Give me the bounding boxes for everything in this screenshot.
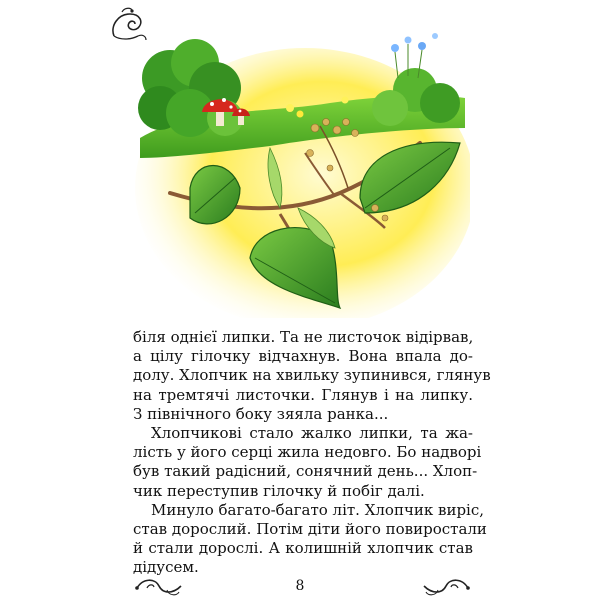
paragraph-3 [133,500,487,578]
text-line: долу. Хлопчик на хвильку зупинився, глянув [133,366,491,385]
story-text [133,328,491,578]
text-line: дідусем. [133,558,199,577]
footer-flourish-right-icon [420,576,472,598]
text-line: Хлопчикові стало жалко липки, та жа- [151,424,473,443]
text-line: на тремтячі листочки. Глянув і на липку. [133,385,473,404]
page-number: 8 [295,578,305,594]
linden-branch-illustration [130,18,470,318]
text-line: й стали дорослі. А колишній хлопчик став [133,539,473,558]
bush-icon [138,39,243,137]
text-line: З північного боку зяяла ранка... [133,404,389,423]
text-line: лість у його серці жила недовго. Бо надворі [133,443,482,462]
text-line: був такий радісний, сонячний день... Хлоп- [133,462,478,481]
text-line: а цілу гілочку відчахнув. Вона впала до- [133,347,473,366]
text-line: чик переступив гілочку й побіг далі. [133,481,425,500]
text-line: біля однієї липки. Та не листочок відірвав, [133,328,474,346]
text-line: Минуло багато-багато літ. Хлопчик виріс, [151,500,485,519]
paragraph-2 [133,424,482,501]
text-line: став дорослий. Потім діти його повиростали [133,520,487,539]
paragraph-1 [133,328,491,424]
